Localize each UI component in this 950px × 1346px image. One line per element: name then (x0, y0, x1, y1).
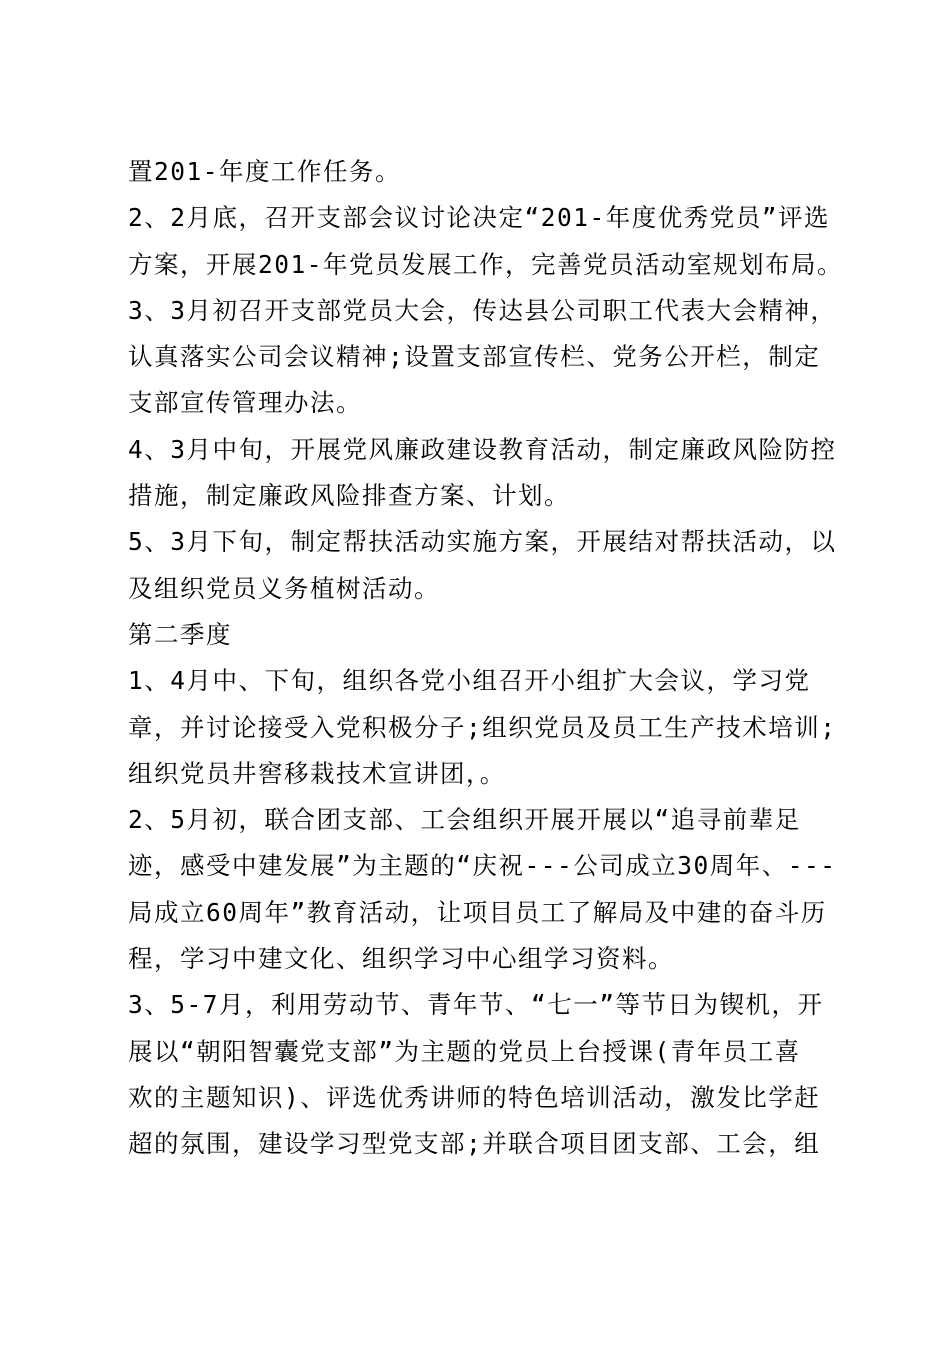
text-line: 4、3月中旬，开展党风廉政建设教育活动，制定廉政风险防控 (128, 434, 837, 464)
text-line: 程，学习中建文化、组织学习中心组学习资料。 (128, 944, 674, 974)
text-line: 局成立60周年”教育活动，让项目员工了解局及中建的奋斗历 (128, 897, 827, 927)
text-line: 欢的主题知识)、评选优秀讲师的特色培训活动，激发比学赶 (128, 1082, 821, 1112)
text-line: 及组织党员义务植树活动。 (128, 573, 440, 603)
text-line: 措施，制定廉政风险排查方案、计划。 (128, 481, 570, 511)
text-line: 章，并讨论接受入党积极分子;组织党员及员工生产技术培训; (128, 712, 837, 742)
text-line: 支部宣传管理办法。 (128, 388, 362, 418)
text-line: 认真落实公司会议精神;设置支部宣传栏、党务公开栏，制定 (128, 342, 821, 372)
text-line: 方案，开展201-年党员发展工作，完善党员活动室规划布局。 (128, 249, 843, 279)
text-line: 置201-年度工作任务。 (128, 157, 402, 186)
text-line: 2、2月底，召开支部会议讨论决定“201-年度优秀党员”评选 (128, 203, 830, 233)
text-line: 组织党员井窖移栽技术宣讲团，。 (128, 758, 506, 788)
text-line: 3、3月初召开支部党员大会，传达县公司职工代表大会精神， (128, 295, 837, 325)
text-line: 1、4月中、下旬，组织各党小组召开小组扩大会议，学习党 (128, 666, 811, 696)
text-line: 5、3月下旬，制定帮扶活动实施方案，开展结对帮扶活动，以 (128, 527, 837, 557)
section-heading: 第二季度 (128, 619, 232, 649)
text-line: 3、5-7月，利用劳动节、青年节、“七一”等节日为锲机，开 (128, 990, 824, 1020)
text-line: 2、5月初，联合团支部、工会组织开展开展以“追寻前辈足 (128, 805, 801, 835)
text-line: 展以“朝阳智囊党支部”为主题的党员上台授课(青年员工喜 (128, 1036, 801, 1066)
text-line: 迹，感受中建发展”为主题的“庆祝---公司成立30周年、--- (128, 851, 837, 881)
document-body (128, 149, 848, 1168)
text-line: 超的氛围，建设学习型党支部;并联合项目团支部、工会，组 (128, 1129, 821, 1159)
